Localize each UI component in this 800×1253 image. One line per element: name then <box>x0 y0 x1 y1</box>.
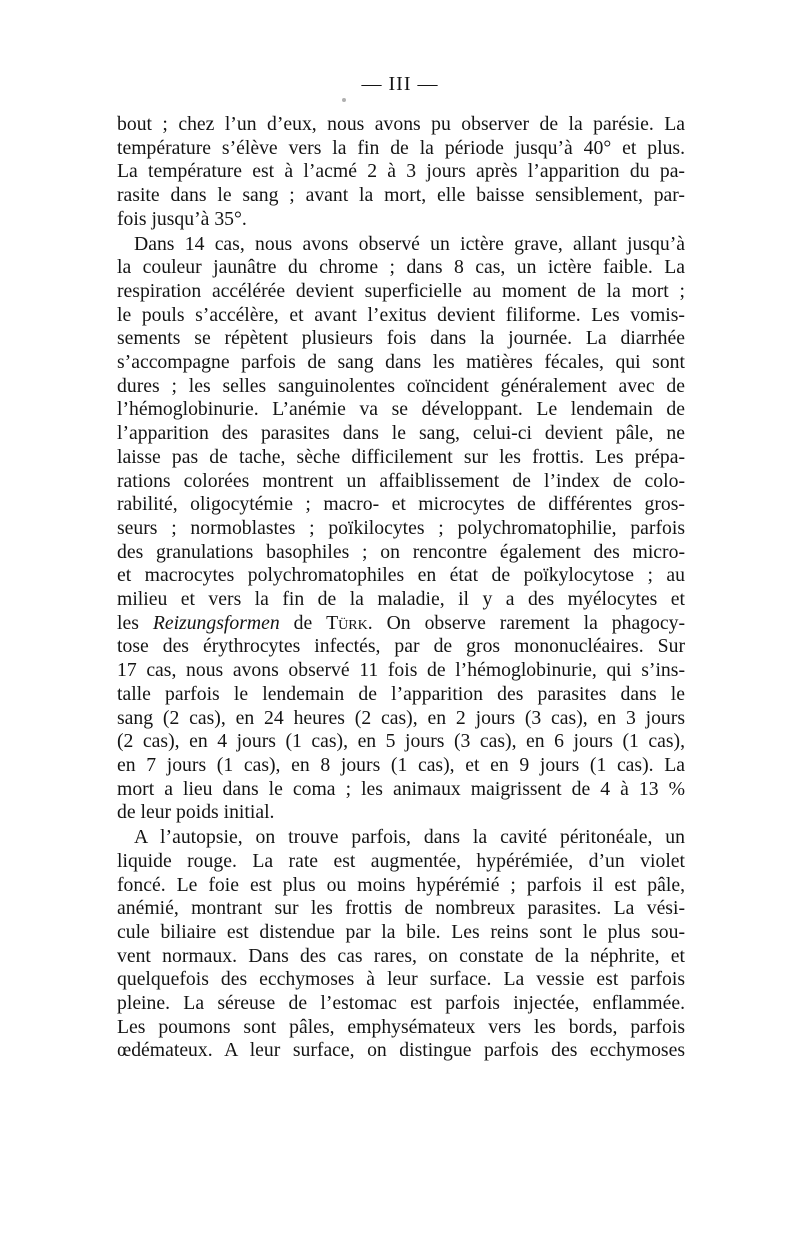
text-line: fois jusqu’à 35°. <box>117 207 247 230</box>
text-line: œdémateux. A leur surface, on distingue parfois des ecchymoses <box>117 1039 685 1062</box>
text-line: sements se répètent plusieurs fois dans la journée. La diarrhée <box>117 327 685 350</box>
paragraph-autopsy <box>117 826 685 1063</box>
text-line: 17 cas, nous avons observé 11 fois de l’hémoglobinurie, qui s’ins- <box>117 659 685 682</box>
text-line: talle parfois le lendemain de l’apparition des parasites dans le <box>117 682 685 705</box>
text-line: foncé. Le foie est plus ou moins hypérémié ; parfois il est pâle, <box>117 873 685 896</box>
text-line: La température est à l’acmé 2 à 3 jours après l’apparition du pa- <box>117 160 685 183</box>
text-line: s’accompagne parfois de sang dans les matières fécales, qui sont <box>117 351 685 374</box>
text-line: tose des érythrocytes infectés, par de gros mononucléaires. Sur <box>117 635 685 658</box>
text-line: de leur poids initial. <box>117 801 275 824</box>
text-line: anémié, montrant sur les frottis de nombreux parasites. La vési- <box>117 897 685 920</box>
text-line: des granulations basophiles ; on rencontre également des micro- <box>117 540 685 563</box>
text-line: (2 cas), en 4 jours (1 cas), en 5 jours (3 cas), en 6 jours (1 cas), <box>117 730 685 753</box>
text-line: rasite dans le sang ; avant la mort, elle baisse sensiblement, par- <box>117 184 685 207</box>
text-line: milieu et vers la fin de la maladie, il y a des myélocytes et <box>117 588 685 611</box>
text-line: Les poumons sont pâles, emphysémateux vers les bords, parfois <box>117 1015 685 1038</box>
text-line: l’apparition des parasites dans le sang, celui-ci devient pâle, ne <box>117 422 685 445</box>
text-line: pleine. La séreuse de l’estomac est parfois injectée, enflammée. <box>117 992 685 1015</box>
text-line: liquide rouge. La rate est augmentée, hypérémiée, d’un violet <box>117 849 685 872</box>
text-line: laisse pas de tache, sèche difficilement sur les frottis. Les prépa- <box>117 445 685 468</box>
text-line: bout ; chez l’un d’eux, nous avons pu observer de la parésie. La <box>117 113 685 135</box>
paragraph-fever <box>117 113 685 232</box>
text-line-reizungsformen <box>117 612 685 636</box>
text-fragment: les <box>117 611 153 634</box>
text-line: en 7 jours (1 cas), en 8 jours (1 cas), et en 9 jours (1 cas). La <box>117 753 685 776</box>
text-line: rations colorées montrent un affaiblissement de l’index de colo- <box>117 469 685 492</box>
body-text <box>117 113 685 1063</box>
text-line: la couleur jaunâtre du chrome ; dans 8 cas, un ictère faible. La <box>117 256 685 279</box>
italic-term: Reizungsformen <box>152 611 280 634</box>
text-line: A l’autopsie, on trouve parfois, dans la cavité péritonéale, un <box>134 826 685 849</box>
text-fragment: . On observe rarement la phagocy- <box>367 611 686 634</box>
text-line: seurs ; normoblastes ; poïkilocytes ; polychromatophilie, parfois <box>117 516 685 539</box>
text-line: cule biliaire est distendue par la bile. Les reins sont le plus sou- <box>117 920 685 943</box>
text-line: mort a lieu dans le coma ; les animaux maigrissent de 4 à 13 % <box>117 777 685 800</box>
text-fragment: de <box>279 611 327 634</box>
ink-speck <box>342 98 346 102</box>
text-line: dures ; les selles sanguinolentes coïncident généralement avec de <box>117 374 685 397</box>
page-number: — III — <box>361 73 439 95</box>
text-line: sang (2 cas), en 24 heures (2 cas), en 2 jours (3 cas), en 3 jours <box>117 706 685 729</box>
text-line: le pouls s’accélère, et avant l’exitus devient filiforme. Les vomis- <box>117 303 685 326</box>
text-line: Dans 14 cas, nous avons observé un ictère grave, allant jusqu’à <box>134 232 685 255</box>
text-line: quelquefois des ecchymoses à leur surface. La vessie est parfois <box>117 968 685 991</box>
text-line: vent normaux. Dans des cas rares, on constate de la néphrite, et <box>117 944 685 967</box>
text-line: température s’élève vers la fin de la période jusqu’à 40° et plus. <box>117 136 685 159</box>
text-line: rabilité, oligocytémie ; macro- et microcytes de différentes gros- <box>117 493 685 516</box>
author-name: Türk <box>326 611 368 634</box>
text-line: et macrocytes polychromatophiles en état de poïkylocytose ; au <box>117 564 685 587</box>
paragraph-symptoms <box>117 233 685 826</box>
text-line: respiration accélérée devient superficielle au moment de la mort ; <box>117 279 685 302</box>
text-line: l’hémoglobinurie. L’anémie va se développant. Le lendemain de <box>117 398 685 421</box>
